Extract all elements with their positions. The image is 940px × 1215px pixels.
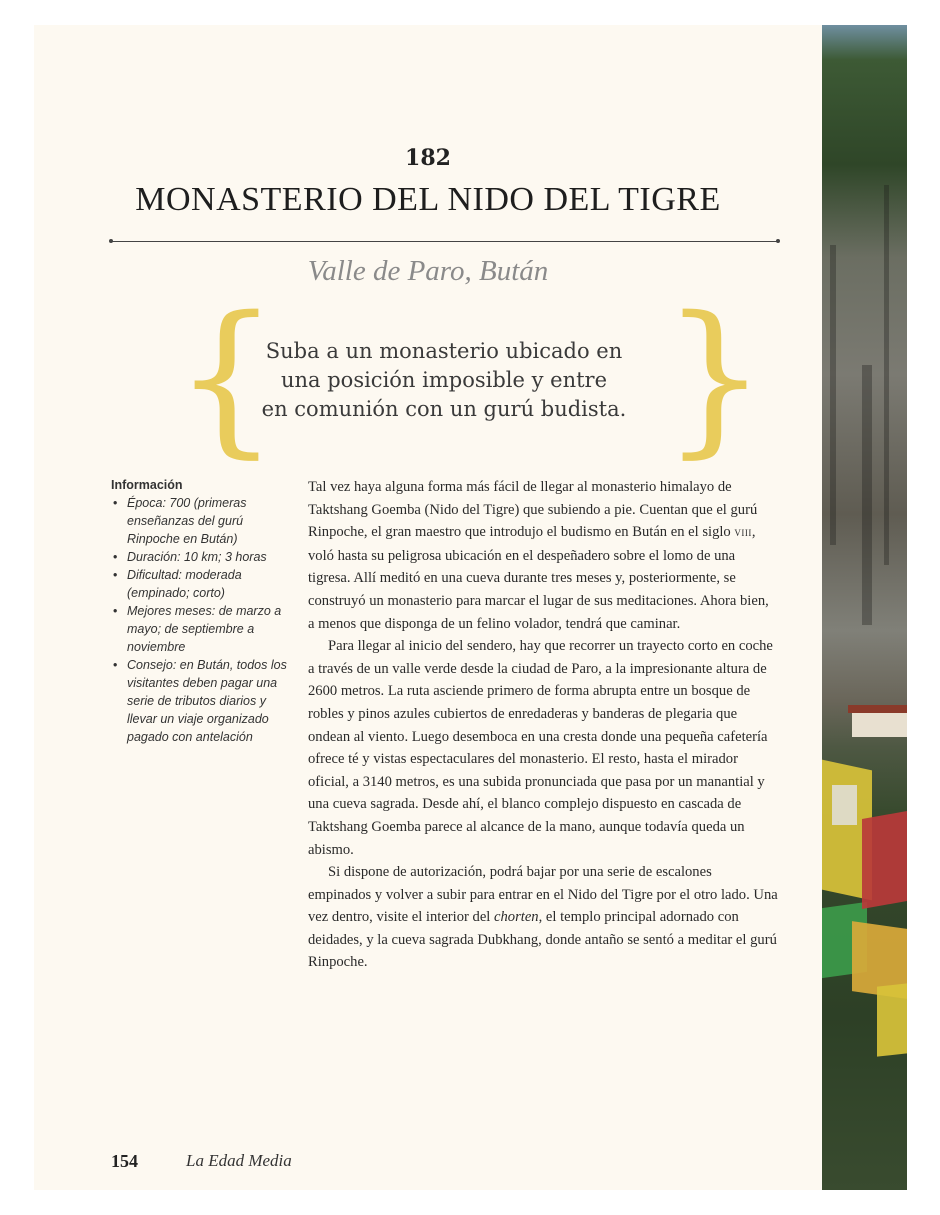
page-number: 154 (111, 1151, 138, 1171)
left-brace-ornament: { (174, 281, 279, 473)
paragraph-text: Tal vez haya alguna forma más fácil de llegar al monasterio himalayo de Taktshang Goemba (Nido del Tigre) que subiendo a pie. Cuentan que el gurú Rinpoche, el gran maestro que introdujo el budismo en Bután en el siglo (308, 479, 758, 541)
info-item-difficulty: • Dificultad: moderada (empinado; corto) (111, 566, 296, 602)
paragraph-2: Para llegar al inicio del sendero, hay que recorrer un trayecto corto en coche a través de un valle verde desde la ciudad de Paro, a la impresionante altura de 2600 metros. La ruta asciende primero de forma abrupta entre un bosque de robles y pinos azules cubiertos de enredaderas y banderas de plegaria que ondean al viento. Luego desemboca en una cresta donde una pequeña cafetería ofrece té y vistas espectaculares del monasterio. El resto, hasta el mirador oficial, a 3140 metros, es una subida pronunciada que pasa por un manantial y una cueva sagrada. Desde ahí, el blanco complejo dispuesto en cascada de Taktshang Goemba parece al alcance de la mano, aunque todavía queda un abismo. (308, 638, 773, 858)
monastery-photo (822, 25, 907, 1190)
tagline (224, 337, 664, 424)
century-numeral: VIII (734, 528, 752, 539)
entry-number: 182 (405, 145, 451, 171)
chorten-term: chorten (494, 909, 539, 926)
info-item-tip: • Consejo: en Bután, todos los visitantes deben pagar una serie de tributos diarios y llevar un viaje organizado pagado con antelación (111, 656, 296, 746)
paragraph-1 (308, 476, 778, 635)
paragraph-text: , voló hasta su peligrosa ubicación en el despeñadero sobre el lomo de una tigresa. Allí meditó en una cueva durante tres meses y, posteriormente, se construyó un monasterio para marcar el lugar de sus meditaciones. Ahora bien, a menos que disponga de un felino volador, tendrá que caminar. (308, 524, 769, 632)
article-body (308, 476, 778, 974)
info-heading: Información (111, 478, 183, 492)
tagline-line: en comunión con un gurú budista. (261, 397, 627, 421)
info-list (111, 494, 296, 746)
location-subtitle: Valle de Paro, Bután (307, 255, 549, 287)
info-item-epoch: • Época: 700 (primeras enseñanzas del gurú Rinpoche en Bután) (111, 494, 296, 548)
info-sidebar (111, 478, 296, 746)
section-name: La Edad Media (186, 1151, 292, 1170)
right-brace-ornament: } (662, 281, 767, 473)
tagline-line: Suba a un monasterio ubicado en (265, 339, 623, 363)
title-divider (111, 241, 778, 242)
tagline-line: una posición imposible y entre (280, 368, 607, 392)
paragraph-text: Si dispone de autorización, podrá bajar por una serie de escalones empinados y volver a subir para entrar en el Nido del Tigre por el otro lado. Una vez dentro, visite el interior del (308, 864, 778, 926)
paragraph-3 (308, 861, 778, 974)
page-title: MONASTERIO DEL NIDO DEL TIGRE (135, 181, 721, 218)
info-item-duration: • Duración: 10 km; 3 horas (111, 548, 296, 566)
paragraph-text: , el templo principal adornado con deidades, y la cueva sagrada Dubkhang, donde antaño se sentó a meditar el gurú Rinpoche. (308, 909, 777, 971)
book-page (34, 25, 822, 1190)
info-item-best-months: • Mejores meses: de marzo a mayo; de septiembre a noviembre (111, 602, 296, 656)
